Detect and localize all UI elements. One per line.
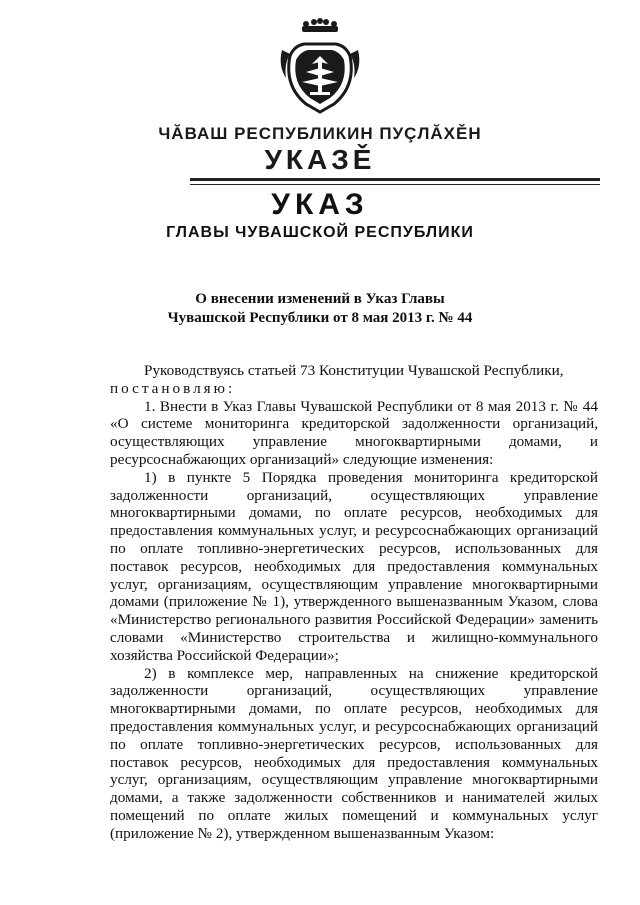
document-title-line2: Чувашской Республики от 8 мая 2013 г. № 44	[167, 310, 473, 326]
paragraph-intro: Руководствуясь статьей 73 Конституции Чувашской Республики,	[144, 362, 564, 379]
header-chuvash-line2: УКАЗĚ	[264, 144, 376, 175]
paragraph-subitem-1: 1) в пункте 5 Порядка проведения мониторинга кредиторской задолженности организаций, осуществляющих управление многоквартирными домами, по оплате ресурсов, необходимых для предоставления коммунальных услуг, и ресурсоснабжающих организаций по оплате топливно-энергетических ресурсов, использованных для поставок ресурсов, необходимых для предоставления коммунальных услуг, организациям, осуществляющим управление многоквартирными домами (приложение № 1), утвержденного вышеназванным Указом, слова «Министерство регионального развития Российской Федерации» заменить словами «Министерство строительства и жилищно-коммунального хозяйства Российской Федерации»;	[110, 468, 598, 664]
coat-of-arms-icon	[276, 16, 364, 116]
paragraph-item-1: 1. Внести в Указ Главы Чувашской Республики от 8 мая 2013 г. № 44 «О системе мониторинга кредиторской задолженности организаций, осуществляющих управление многоквартирными домами, и ресурсоснабжающих организаций» следующие изменения:	[110, 397, 598, 468]
header-divider-thin	[190, 184, 600, 185]
document-body	[110, 362, 598, 843]
paragraph-postanovlyayu: постановляю:	[110, 379, 236, 397]
header-russian-subtitle: ГЛАВЫ ЧУВАШСКОЙ РЕСПУБЛИКИ	[166, 224, 474, 241]
document-title	[0, 290, 640, 328]
document-title-line1: О внесении изменений в Указ Главы	[195, 291, 445, 307]
header-divider	[190, 178, 600, 181]
header-chuvash-line1: ЧĂВАШ РЕСПУБЛИКИН ПУÇЛĂХĚН	[158, 124, 482, 143]
header-russian-title: УКАЗ	[271, 188, 369, 221]
paragraph-subitem-2: 2) в комплексе мер, направленных на снижение кредиторской задолженности организаций, осуществляющих управление многоквартирными домами, по оплате ресурсов, необходимых для предоставления коммунальных услуг, и ресурсоснабжающих организаций по оплате топливно-энергетических ресурсов, использованных для поставок ресурсов, необходимых для предоставления коммунальных услуг, организациям, осуществляющим управление многоквартирными домами, а также задолженности собственников и нанимателей жилых помещений по оплате жилых помещений и коммунальных услуг (приложение № 2), утвержденном вышеназванным Указом:	[110, 664, 598, 842]
